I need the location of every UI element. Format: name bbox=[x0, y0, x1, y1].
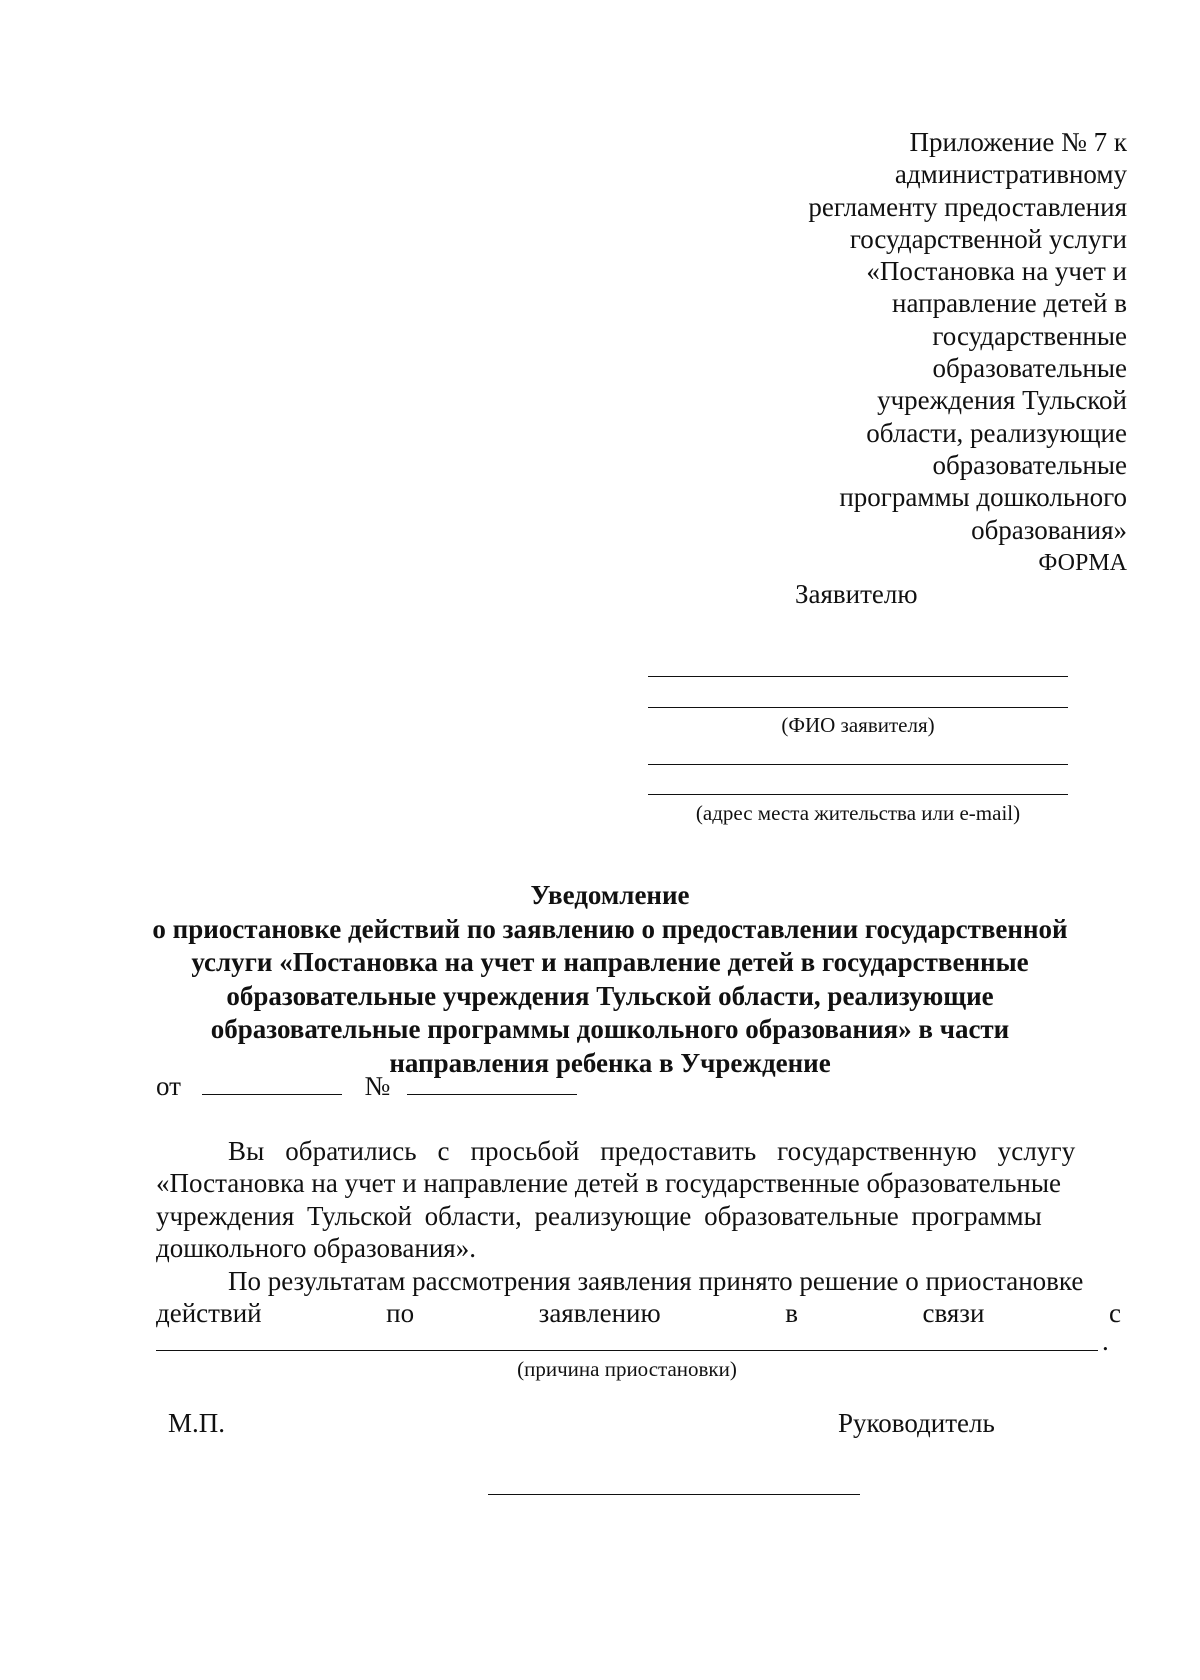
number-label: № bbox=[364, 1071, 391, 1101]
applicant-name-line-1[interactable] bbox=[648, 676, 1068, 677]
form-label: ФОРМА bbox=[1038, 550, 1127, 576]
para2-line: По результатам рассмотрения заявления принято решение о приостановке bbox=[228, 1266, 1084, 1296]
para1-line-text: Вы обратились с просьбой предоставить государственную услугу bbox=[228, 1136, 1076, 1166]
para2-word: заявлению bbox=[538, 1298, 661, 1329]
title-heading: Уведомление bbox=[530, 880, 690, 910]
addressee-label: Заявителю bbox=[795, 579, 918, 609]
appendix-line: направление детей в bbox=[892, 288, 1127, 319]
reason-caption: (причина приостановки) bbox=[517, 1357, 737, 1381]
title-line: направления ребенка в Учреждение bbox=[389, 1047, 831, 1078]
para2-word: связи bbox=[922, 1298, 985, 1329]
title-line: образовательные программы дошкольного образования» в части bbox=[210, 1014, 1010, 1044]
para1-line: дошкольного образования». bbox=[156, 1232, 476, 1263]
paragraph-request bbox=[156, 1135, 1121, 1264]
date-number-row bbox=[156, 1070, 577, 1102]
applicant-name-line-2[interactable] bbox=[648, 707, 1068, 708]
para1-line: учреждения Тульской области, реализующие образовательные программы bbox=[156, 1200, 1042, 1231]
appendix-line: образования» bbox=[971, 514, 1127, 545]
appendix-line: образовательные bbox=[932, 353, 1127, 384]
para2-word: действий bbox=[156, 1298, 262, 1329]
reason-end-period: . bbox=[1102, 1326, 1109, 1356]
appendix-line: регламенту предоставления bbox=[808, 191, 1127, 222]
reason-field[interactable] bbox=[156, 1350, 1098, 1351]
appendix-line: государственной услуги bbox=[849, 223, 1127, 254]
appendix-line: области, реализующие bbox=[866, 417, 1127, 448]
appendix-line: программы дошкольного bbox=[839, 482, 1127, 513]
para1-line bbox=[156, 1135, 1121, 1167]
para2-word: по bbox=[386, 1298, 415, 1329]
applicant-address-line-1[interactable] bbox=[648, 764, 1068, 765]
applicant-name-caption: (ФИО заявителя) bbox=[781, 713, 935, 737]
from-label: от bbox=[156, 1071, 181, 1101]
appendix-line: «Постановка на учет и bbox=[866, 256, 1127, 287]
appendix-line: образовательные bbox=[932, 449, 1127, 480]
notification-title bbox=[130, 879, 1090, 1080]
applicant-address-line-2[interactable] bbox=[648, 794, 1068, 795]
number-field[interactable] bbox=[407, 1070, 577, 1095]
appendix-line: государственные bbox=[932, 320, 1127, 351]
para1-line: «Постановка на учет и направление детей в государственные образовательные bbox=[156, 1168, 1062, 1199]
appendix-header bbox=[667, 126, 1127, 546]
appendix-line: административному bbox=[894, 159, 1127, 190]
appendix-line: учреждения Тульской bbox=[877, 385, 1127, 416]
para2-word: с bbox=[1108, 1298, 1121, 1329]
title-line: услуги «Постановка на учет и направление детей в государственные bbox=[191, 947, 1029, 977]
stamp-label: М.П. bbox=[168, 1408, 226, 1438]
head-label: Руководитель bbox=[838, 1408, 995, 1438]
appendix-line: Приложение № 7 к bbox=[909, 127, 1127, 157]
applicant-address-caption: (адрес места жительства или e-mail) bbox=[695, 801, 1021, 825]
date-field[interactable] bbox=[202, 1070, 342, 1095]
title-line: о приостановке действий по заявлению о предоставлении государственной bbox=[152, 913, 1068, 944]
signature-line[interactable] bbox=[488, 1494, 860, 1495]
paragraph-decision bbox=[156, 1265, 1121, 1330]
para2-justified-line bbox=[156, 1297, 1121, 1329]
title-line: образовательные учреждения Тульской области, реализующие bbox=[226, 980, 994, 1011]
para2-word: в bbox=[785, 1298, 798, 1329]
